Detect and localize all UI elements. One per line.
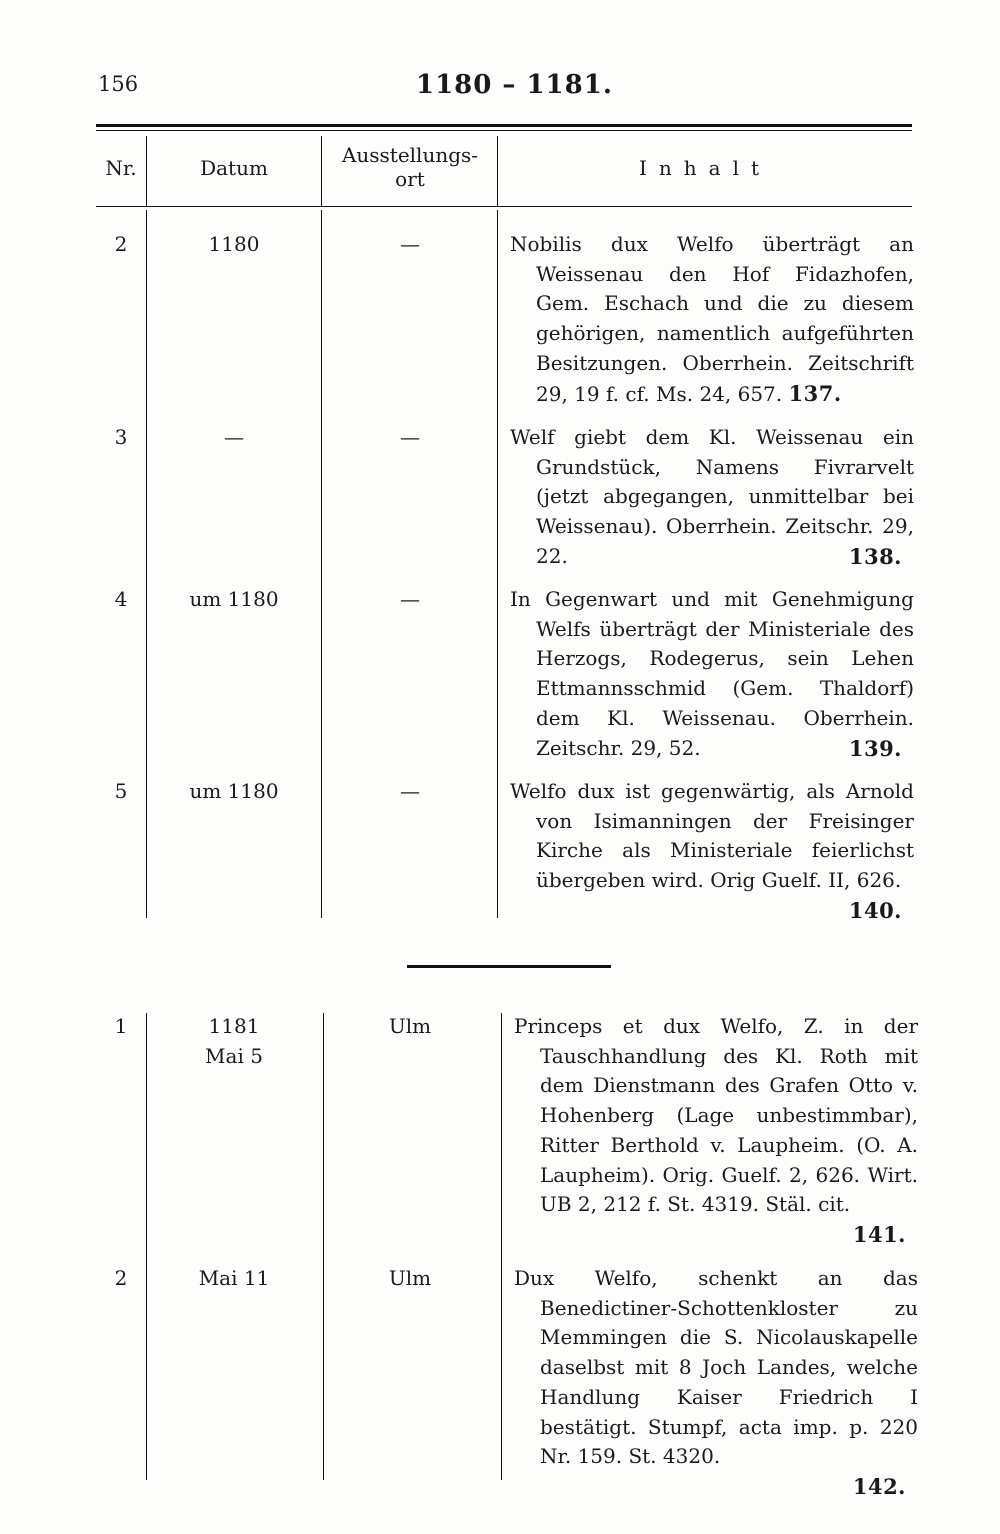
entry-content [510,230,914,409]
column-separator [146,1013,147,1480]
column-separator [497,136,498,206]
entry-place: — [400,587,420,611]
entry-date-year: 1181 [208,1014,260,1038]
register-number: 141. [852,1221,906,1247]
entry-text: Welfo dux ist gegenwärtig, als Arnold von Isimanningen der Freisinger Kirche als Ministeriale feierlichst übergeben wird. Orig Guelf. II, 626. [510,779,914,893]
entry-date: 1180 [208,232,260,256]
table-top-rule-thin [96,130,912,131]
entry-place: Ulm [388,1266,432,1290]
entry-text: In Gegenwart und mit Genehmigung Welfs überträgt der Ministeriale des Herzogs, Rodegerus, sein Lehen Ettmannsschmid (Gem. Thaldorf) dem Kl. Weissenau. Oberrhein. Zeitschr. 29, 52. [510,587,914,760]
page-number: 156 [98,72,139,96]
column-separator [146,210,147,918]
entry-place: — [400,779,420,803]
entry-text: Dux Welfo, schenkt an das Benedictiner-Schottenkloster zu Memmingen die S. Nicolauskapelle daselbst mit 8 Joch Landes, welche Handlung Kaiser Friedrich I bestätigt. Stumpf, acta imp. p. 220 Nr. 159. St. 4320. [514,1266,918,1469]
entry-date: — [224,425,244,449]
entry-date: um 1180 [189,587,279,611]
entry-date [146,1012,322,1071]
entry-content [510,423,914,572]
entry-place: Ulm [388,1014,432,1038]
entry-number: 3 [114,425,128,449]
register-number: 140. [848,897,902,923]
entry-place: — [400,425,420,449]
column-header-ort-line1: Ausstellungs- [341,143,479,167]
register-number: 139. [848,735,902,761]
entry-number: 5 [114,779,128,803]
entry-place: — [400,232,420,256]
column-header-datum: Datum [200,156,268,180]
entry-text: Princeps et dux Welfo, Z. in der Tauschhandlung des Kl. Roth mit dem Dienstmann des Grafen Otto v. Hohenberg (Lage unbestimmbar), Ritter Berthold v. Laupheim. (O. A. Laupheim). Orig. Guelf. 2, 626. Wirt. UB 2, 212 f. St. 4319. Stäl. cit. [514,1014,918,1217]
table-top-rule [96,124,912,127]
register-number: 138. [848,543,902,569]
register-number: 137. [788,380,842,406]
entry-date: Mai 11 [198,1266,270,1290]
column-header-nr: Nr. [105,156,137,180]
entry-content [514,1012,918,1250]
column-separator [321,210,322,918]
entry-number: 2 [114,232,128,256]
entry-number: 4 [114,587,128,611]
running-title: 1180 – 1181. [416,70,613,100]
column-separator [321,136,322,206]
column-separator [501,1013,502,1480]
entry-date-day: Mai 5 [205,1043,263,1068]
entry-content [510,585,914,763]
entry-text: Nobilis dux Welfo überträgt an Weissenau den Hof Fidazhofen, Gem. Eschach und die zu diesem gehörigen, namentlich aufgeführten Besitzungen. Oberrhein. Zeitschrift 29, 19 f. cf. Ms. 24, 657. [510,232,914,406]
column-header-inhalt: Inhalt [638,156,772,180]
table-header-rule [96,206,912,207]
entry-content [514,1264,918,1502]
column-separator [497,210,498,918]
section-divider [407,965,611,968]
entry-content [510,777,914,926]
column-separator [323,1013,324,1480]
entry-text: Welf giebt dem Kl. Weissenau ein Grundstück, Namens Fivrarvelt (jetzt abgegangen, unmittelbar bei Weissenau). Oberrhein. Zeitschr. 29, 22. [510,425,914,568]
column-header-ort-line2: ort [395,167,425,191]
entry-number: 2 [114,1266,128,1290]
column-separator [146,136,147,206]
entry-number: 1 [114,1014,128,1038]
entry-date: um 1180 [189,779,279,803]
register-number: 142. [852,1473,906,1499]
column-header-ausstellungsort [322,143,498,191]
